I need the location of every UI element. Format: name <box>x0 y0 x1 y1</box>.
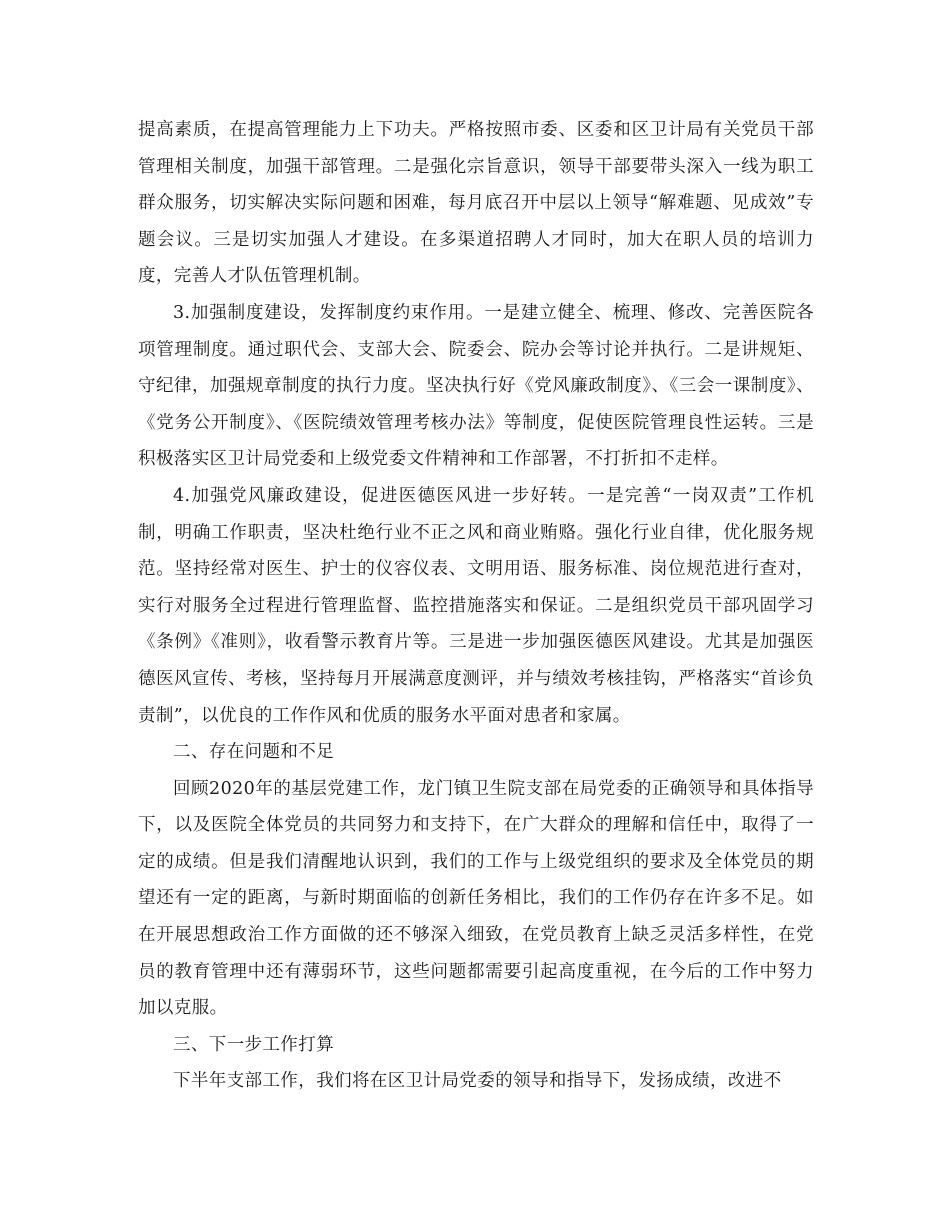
section-heading-next-steps: 三、下一步工作打算 <box>173 1034 335 1055</box>
paragraph-cadre-management: 提高素质，在提高管理能力上下功夫。严格按照市委、区委和区卫计局有关党员干部管理相关制度，加强干部管理。二是强化宗旨意识，领导干部要带头深入一线为职工群众服务，切实解决实际问题和困难，每月底召开中层以上领导“解难题、见成效”专题会议。三是切实加强人才建设。在多渠道招聘人才同时，加大在职人员的培训力度，完善人才队伍管理机制。 <box>138 120 814 287</box>
paragraph-problems: 回顾2020年的基层党建工作，龙门镇卫生院支部在局党委的正确领导和具体指导下，以及医院全体党员的共同努力和支持下，在广大群众的理解和信任中，取得了一定的成绩。但是我们清醒地认识到，我们的工作与上级党组织的要求及全体党员的期望还有一定的距离，与新时期面临的创新任务相比，我们的工作仍存在许多不足。如在开展思想政治工作方面做的还不够深入细致，在党员教育上缺乏灵活多样性，在党员的教育管理中还有薄弱环节，这些问题都需要引起高度重视，在今后的工作中努力加以克服。 <box>138 778 814 1019</box>
paragraph-institution-building: 3.加强制度建设，发挥制度约束作用。一是建立健全、梳理、修改、完善医院各项管理制度。通过职代会、支部大会、院委会、院办会等讨论并执行。二是讲规矩、守纪律，加强规章制度的执行力度。坚决执行好《党风廉政制度》、《三会一课制度》、《党务公开制度》、《医院绩效管理考核办法》等制度，促使医院管理良性运转。三是积极落实区卫计局党委和上级党委文件精神和工作部署，不打折扣不走样。 <box>138 302 814 470</box>
document-page <box>138 112 814 1100</box>
section-heading-problems: 二、存在问题和不足 <box>173 742 335 763</box>
paragraph-next-steps: 下半年支部工作，我们将在区卫计局党委的领导和指导下，发扬成绩，改进不 <box>173 1071 782 1092</box>
paragraph-integrity-building: 4.加强党风廉政建设，促进医德医风进一步好转。一是完善“一岗双责”工作机制，明确工作职责，坚决杜绝行业不正之风和商业贿赂。强化行业自律，优化服务规范。坚持经常对医生、护士的仪容仪表、文明用语、服务标准、岗位规范进行查对，实行对服务全过程进行管理监督、监控措施落实和保证。二是组织党员干部巩固学习《条例》《准则》，收看警示教育片等。三是进一步加强医德医风建设。尤其是加强医德医风宣传、考核，坚持每月开展满意度测评，并与绩效考核挂钩，严格落实“首诊负责制”，以优良的工作作风和优质的服务水平面对患者和家属。 <box>138 485 814 726</box>
